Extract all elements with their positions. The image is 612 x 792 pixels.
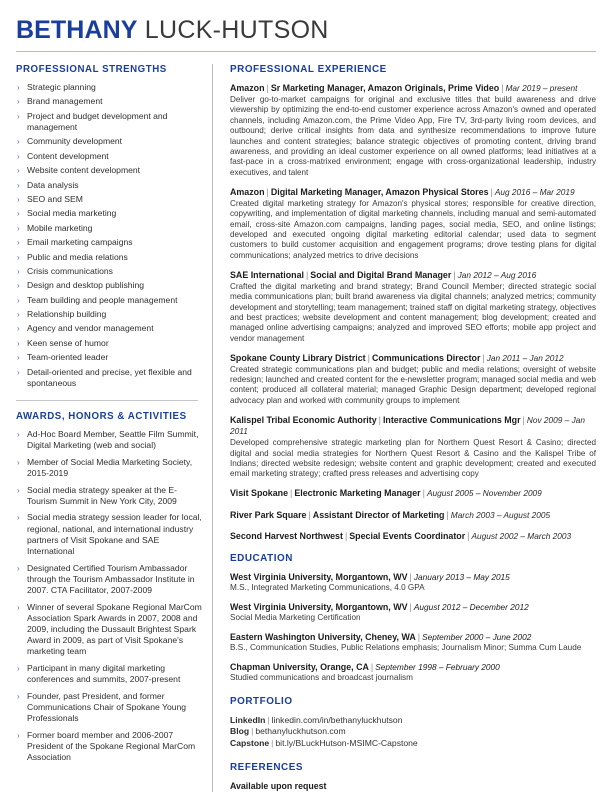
- list-item-label: Crisis communications: [27, 265, 113, 276]
- chevron-right-icon: ›: [17, 730, 20, 740]
- pipe-separator-icon: |: [267, 714, 270, 725]
- list-item: [16, 82, 206, 93]
- pipe-separator-icon: |: [501, 83, 504, 93]
- portfolio-link-label: LinkedIn: [230, 714, 266, 725]
- section-heading-portfolio: PORTFOLIO: [230, 695, 293, 707]
- pipe-separator-icon: |: [409, 601, 412, 612]
- list-item-label: Community development: [27, 136, 123, 147]
- chevron-right-icon: ›: [17, 97, 20, 107]
- list-item-label: Founder, past President, and former Communications Chair of Spokane Young Professionals: [27, 690, 187, 724]
- school-name: West Virginia University, Morgantown, WV: [230, 601, 408, 612]
- chevron-right-icon: ›: [17, 664, 20, 674]
- list-item-label: SEO and SEM: [27, 193, 83, 204]
- list-item: [16, 512, 206, 557]
- pipe-separator-icon: |: [417, 631, 421, 642]
- list-item: [16, 309, 206, 320]
- pipe-separator-icon: |: [467, 531, 470, 542]
- pipe-separator-icon: |: [308, 509, 311, 520]
- pipe-separator-icon: |: [446, 509, 449, 520]
- awards-honors-activities-list: [16, 429, 206, 763]
- list-item: [16, 136, 206, 147]
- pipe-separator-icon: |: [422, 488, 425, 499]
- portfolio-link-url[interactable]: linkedin.com/in/bethanyluckhutson: [271, 714, 403, 725]
- education-entry: [230, 602, 596, 624]
- job-dates: Jan 2011 – Jan 2012: [486, 352, 564, 363]
- job-role: Special Events Coordinator: [349, 531, 466, 542]
- job-dates: August 2005 – November 2009: [426, 488, 542, 499]
- references-text: Available upon request: [230, 781, 327, 792]
- list-item: [16, 151, 206, 162]
- list-item-label: Design and desktop publishing: [27, 280, 145, 291]
- pipe-separator-icon: |: [266, 83, 269, 93]
- experience-entry: [230, 83, 596, 178]
- chevron-right-icon: ›: [17, 223, 20, 233]
- list-item: [16, 323, 206, 334]
- pipe-separator-icon: |: [344, 531, 348, 542]
- chevron-right-icon: ›: [17, 295, 20, 305]
- employer-name: River Park Square: [230, 509, 307, 520]
- portfolio-section: [230, 696, 596, 749]
- education-detail: M.S., Integrated Marketing Communications, 4.0 GPA: [230, 583, 425, 593]
- education-entry-title: [230, 602, 596, 614]
- first-name: BETHANY: [16, 16, 138, 44]
- chevron-right-icon: ›: [17, 310, 20, 320]
- list-item: [16, 663, 206, 685]
- school-name: Chapman University, Orange, CA: [230, 661, 369, 672]
- job-description: Created digital marketing strategy for Amazon's physical stores; responsible for creative direction, copywriting, and implementation of digital marketing channels, including manual and semi-automated email, cross-site Amazon.com campaigns, landing pages, social media, SEO, and online listings; developed and executed ongoing digital marketing editorial calendar; used data to segment customers to build customer acquisition and engagement programs; drove testing plans for digital communications; analyzed metrics to drive decisions: [230, 198, 596, 260]
- experience-entry-title: [230, 415, 596, 438]
- education-detail: Social Media Marketing Certification: [230, 613, 361, 623]
- list-item: [16, 266, 206, 277]
- job-role: Assistant Director of Marketing: [312, 509, 445, 520]
- chevron-right-icon: ›: [17, 238, 20, 248]
- experience-entry-title: [230, 531, 596, 543]
- professional-strengths-list: [16, 82, 206, 389]
- list-item-label: Brand management: [27, 96, 103, 107]
- job-description: Crafted the digital marketing and brand strategy; Brand Council Member; directed strategic social media communications plan; built brand awareness via digital channels; analyzed metrics; community development and storytelling; team management; trained staff on digital marketing strategy, objectives and best practices; website development and content management; blog development; created and managed online advertising campaigns; analyzed and improved SEO efforts; mobile app project and vendor management: [230, 281, 596, 343]
- pipe-separator-icon: |: [251, 726, 254, 737]
- job-role: Communications Director: [371, 352, 481, 363]
- pipe-separator-icon: |: [453, 269, 456, 280]
- experience-entry-title: [230, 510, 596, 522]
- employer-name: Second Harvest Northwest: [230, 531, 343, 542]
- list-item: [16, 96, 206, 107]
- pipe-separator-icon: |: [305, 269, 309, 280]
- list-item: [16, 457, 206, 479]
- education-dates: January 2013 – May 2015: [413, 571, 510, 582]
- job-role: Electronic Marketing Manager: [294, 488, 421, 499]
- list-item-label: Project and budget development and management: [27, 110, 168, 132]
- section-heading-professional-experience: PROFESSIONAL EXPERIENCE: [230, 64, 387, 75]
- list-item-label: Participant in many digital marketing conferences and summits, 2007-present: [27, 663, 181, 685]
- job-dates: Mar 2019 – present: [505, 83, 578, 93]
- chevron-right-icon: ›: [17, 602, 20, 612]
- experience-entry-title: [230, 353, 596, 365]
- job-role: Social and Digital Brand Manager: [310, 269, 452, 280]
- job-description: Deliver go-to-market campaigns for original and exclusive titles that build awareness and drive viewership by optimizing the end-to-end customer experience across Amazon's owned and operated channels, including Amazon.com, the Prime Video App, Fire TV, 3rd-party living room devices, and outbound; derive critical insights from data and synthesize recommendations to improve future launches and content strategies; balance strategic objectives of promoting content, driving brand awareness, and providing an ideal customer experience on all owned platforms; lead initiatives at a fast-pace in a cross-matrixed environment; engage with cross-organizational leadership, industry executives, and talent: [230, 95, 596, 177]
- education-list: [230, 572, 596, 684]
- portfolio-link-url[interactable]: bit.ly/BLuckHutson-MSIMC-Capstone: [275, 737, 418, 748]
- chevron-right-icon: ›: [17, 83, 20, 92]
- list-item: [16, 563, 206, 597]
- list-item: [16, 165, 206, 176]
- list-item-label: Keen sense of humor: [27, 337, 109, 348]
- list-item-label: Social media strategy session leader for local, regional, national, and international industry partners of Visit Spokane and SAE International: [27, 512, 202, 557]
- section-heading-professional-strengths: PROFESSIONAL STRENGTHS: [16, 64, 167, 75]
- experience-entry: [230, 531, 596, 543]
- job-description: Developed comprehensive strategic marketing plan for Northern Quest Resort & Casino; directed digital and social media strategies for Northern Quest Resort & Casino and the Kalispel Tribe of Indians; directed website redesign; website content and graphic development; created and executed email marketing strategy; crafted press releases and advertising copy: [230, 438, 596, 479]
- pipe-separator-icon: |: [490, 186, 493, 197]
- pipe-separator-icon: |: [271, 737, 274, 748]
- pipe-separator-icon: |: [522, 414, 525, 425]
- list-item-label: Social media marketing: [27, 208, 117, 219]
- list-item-label: Former board member and 2006-2007 President of the Spokane Regional MarCom Association: [27, 729, 196, 763]
- chevron-right-icon: ›: [17, 353, 20, 363]
- experience-entry-title: [230, 187, 596, 199]
- education-detail: B.S., Communication Studies, Public Relations emphasis; Journalism Minor; Summa Cum Laude: [230, 643, 582, 653]
- chevron-right-icon: ›: [17, 151, 20, 161]
- list-item-label: Mobile marketing: [27, 222, 93, 233]
- education-entry-title: [230, 632, 596, 644]
- employer-name: SAE International: [230, 269, 304, 280]
- chevron-right-icon: ›: [17, 563, 20, 573]
- list-item: [16, 338, 206, 349]
- experience-entry: [230, 187, 596, 261]
- job-dates: Nov 2009 – Jan 2011: [230, 414, 585, 437]
- portfolio-link-row[interactable]: [230, 715, 596, 726]
- list-item: [16, 730, 206, 764]
- education-entry-title: [230, 572, 596, 584]
- employer-name: Amazon: [230, 83, 265, 93]
- education-entry: [230, 632, 596, 654]
- list-item: [16, 111, 206, 133]
- job-dates: March 2003 – August 2005: [450, 509, 551, 520]
- sidebar-column: [16, 64, 212, 769]
- employer-name: Visit Spokane: [230, 488, 289, 499]
- education-entry: [230, 662, 596, 684]
- chevron-right-icon: ›: [17, 180, 20, 190]
- experience-entry: [230, 353, 596, 407]
- list-item: [16, 352, 206, 363]
- job-role: Interactive Communications Mgr: [382, 414, 521, 425]
- chevron-right-icon: ›: [17, 457, 20, 467]
- job-description: Created strategic communications plan and budget; public and media relations; oversight of website redesign; launched and created content for the e-newsletter program; managed social media and web content; produced all collateral material; managed Graphic Design department; developed regional advocacy plan and worked with community groups to implement: [230, 364, 596, 405]
- portfolio-link-label: Capstone: [230, 737, 270, 748]
- chevron-right-icon: ›: [17, 252, 20, 262]
- chevron-right-icon: ›: [17, 485, 20, 495]
- candidate-name: [16, 16, 596, 45]
- experience-entry: [230, 488, 596, 500]
- list-item: [16, 602, 206, 658]
- list-item: [16, 180, 206, 191]
- chevron-right-icon: ›: [17, 166, 20, 176]
- list-item-label: Team building and people management: [27, 294, 178, 305]
- experience-entry-title: [230, 488, 596, 500]
- list-item-label: Detail-oriented and precise, yet flexible and spontaneous: [27, 366, 192, 388]
- list-item: [16, 429, 206, 451]
- portfolio-link-url[interactable]: bethanyluckhutson.com: [255, 726, 346, 737]
- chevron-right-icon: ›: [17, 281, 20, 291]
- list-item: [16, 194, 206, 205]
- list-item-label: Content development: [27, 150, 109, 161]
- portfolio-link-label: Blog: [230, 726, 250, 737]
- section-heading-references: REFERENCES: [230, 762, 303, 774]
- job-role: Digital Marketing Manager, Amazon Physical Stores: [270, 186, 489, 197]
- education-entry-title: [230, 662, 596, 674]
- list-item-label: Relationship building: [27, 309, 107, 320]
- list-item-label: Public and media relations: [27, 251, 128, 262]
- chevron-right-icon: ›: [17, 111, 20, 121]
- school-name: West Virginia University, Morgantown, WV: [230, 571, 408, 582]
- list-item: [16, 691, 206, 725]
- list-item-label: Winner of several Spokane Regional MarCom Association Spark Awards in 2007, 2008 and 2009, including the Dussault Brightest Spark Award in 2009, as part of Visit Spokane's marketing team: [27, 601, 202, 657]
- list-item-label: Strategic planning: [27, 82, 96, 92]
- job-dates: Aug 2016 – Mar 2019: [494, 186, 575, 197]
- pipe-separator-icon: |: [367, 352, 370, 363]
- job-dates: Jan 2012 – Aug 2016: [457, 269, 537, 280]
- pipe-separator-icon: |: [266, 186, 269, 197]
- references-section: [230, 762, 596, 792]
- job-role: Sr Marketing Manager, Amazon Originals, Prime Video: [270, 83, 500, 93]
- pipe-separator-icon: |: [290, 488, 293, 499]
- education-dates: September 2000 – June 2002: [422, 631, 532, 642]
- list-item: [16, 280, 206, 291]
- list-item: [16, 485, 206, 507]
- main-column: [213, 64, 596, 792]
- header-divider-rule: [16, 51, 596, 52]
- chevron-right-icon: ›: [17, 266, 20, 276]
- list-item-label: Member of Social Media Marketing Society, 2015-2019: [27, 456, 193, 479]
- resume-body-columns: [16, 64, 596, 792]
- chevron-right-icon: ›: [17, 430, 20, 440]
- chevron-right-icon: ›: [17, 367, 20, 377]
- employer-name: Spokane County Library District: [230, 352, 366, 363]
- list-item: [16, 252, 206, 263]
- education-dates: September 1998 – February 2000: [375, 661, 500, 672]
- list-item: [16, 367, 206, 389]
- chevron-right-icon: ›: [17, 194, 20, 204]
- portfolio-link-list: [230, 715, 596, 749]
- chevron-right-icon: ›: [17, 513, 20, 523]
- list-item: [16, 208, 206, 219]
- experience-entry: [230, 510, 596, 522]
- portfolio-link-row[interactable]: [230, 726, 596, 737]
- education-detail: Studied communications and broadcast journalism: [230, 673, 413, 683]
- chevron-right-icon: ›: [17, 691, 20, 701]
- education-section: [230, 553, 596, 684]
- pipe-separator-icon: |: [378, 414, 381, 425]
- experience-entry-title: [230, 270, 596, 282]
- list-item: [16, 223, 206, 234]
- list-item-label: Ad-Hoc Board Member, Seattle Film Summit, Digital Marketing (web and social): [27, 429, 199, 451]
- portfolio-link-row[interactable]: [230, 738, 596, 749]
- last-name: LUCK-HUTSON: [144, 16, 329, 44]
- list-item-label: Social media strategy speaker at the E-Tourism Summit in New York City, 2009: [27, 484, 177, 506]
- school-name: Eastern Washington University, Cheney, WA: [230, 631, 416, 642]
- list-item-label: Agency and vendor management: [27, 323, 154, 334]
- education-entry: [230, 572, 596, 594]
- employer-name: Amazon: [230, 186, 265, 197]
- list-item-label: Designated Certified Tourism Ambassador through the Tourism Ambassador Institute in 2007. CTA Facilitator, 2007-2009: [27, 562, 195, 596]
- chevron-right-icon: ›: [17, 324, 20, 334]
- pipe-separator-icon: |: [370, 661, 374, 672]
- education-dates: August 2012 – December 2012: [413, 601, 529, 612]
- pipe-separator-icon: |: [482, 352, 485, 363]
- list-item-label: Data analysis: [27, 179, 79, 190]
- pipe-separator-icon: |: [409, 571, 412, 582]
- chevron-right-icon: ›: [17, 209, 20, 219]
- job-dates: August 2002 – March 2003: [471, 531, 572, 542]
- section-heading-awards: AWARDS, HONORS & ACTIVITIES: [16, 411, 187, 423]
- list-item-label: Email marketing campaigns: [27, 237, 133, 248]
- chevron-right-icon: ›: [17, 338, 20, 348]
- list-item-label: Team-oriented leader: [27, 352, 109, 363]
- chevron-right-icon: ›: [17, 137, 20, 147]
- experience-entry: [230, 415, 596, 480]
- section-heading-education: EDUCATION: [230, 552, 293, 564]
- professional-experience-list: [230, 83, 596, 543]
- resume-header: [16, 0, 596, 52]
- experience-entry-title: [230, 83, 596, 95]
- sidebar-divider-rule: [16, 400, 198, 401]
- list-item-label: Website content development: [27, 165, 141, 176]
- experience-entry: [230, 270, 596, 344]
- employer-name: Kalispel Tribal Economic Authority: [230, 414, 377, 425]
- list-item: [16, 295, 206, 306]
- list-item: [16, 237, 206, 248]
